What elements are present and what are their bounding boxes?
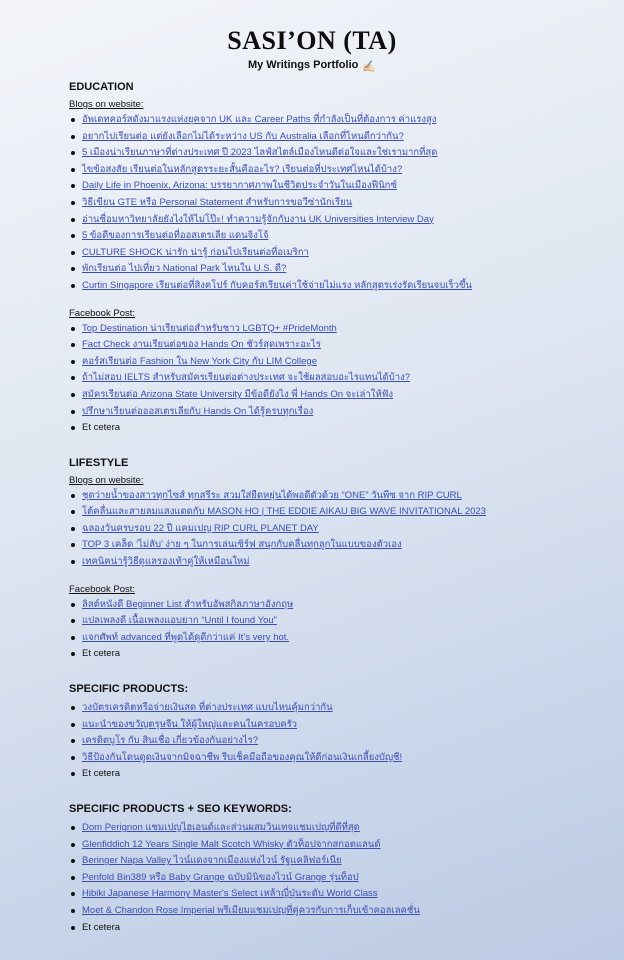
list-item: [69, 162, 599, 179]
article-link[interactable]: อ่านชื่อมหาวิทยาลัยยังไงให้ไม่โป๊ะ! ทำความรู้จักกับงาน UK Universities Interview Day: [82, 213, 434, 225]
article-link[interactable]: Hibiki Japanese Harmony Master's Select เหล้าญี่ปุ่นระดับ World Class: [82, 888, 378, 900]
list-item: [69, 504, 599, 521]
list-item: [69, 228, 599, 245]
article-link[interactable]: Moet & Chandon Rose Imperial พรีเมียมแชมเปญที่คู่ควรกับการเก็บเข้าคอลเลคชั่น: [82, 904, 420, 916]
article-link[interactable]: CULTURE SHOCK น่ารัก น่ารู้ ก่อนไปเรียนต่อที่อเมริกา: [82, 246, 309, 258]
link-list: [69, 488, 599, 571]
list-item: [69, 837, 599, 854]
article-link[interactable]: เทคนิคน่ารู้วิธีดูแลรองเท้าคู่ให้เหมือนใหม่: [82, 556, 250, 568]
article-link[interactable]: Penfold Bin389 หรือ Baby Grange ฉบับมินิของไวน์ Grange รุ่นท็อป: [82, 871, 359, 883]
article-link[interactable]: Top Destination น่าเรียนต่อสำหรับชาว LGBTQ+ #PrideMonth: [82, 322, 337, 334]
article-link[interactable]: Curtin Singapore เรียนต่อที่สิงคโปร์ กับคอร์สเรียนค่าใช้จ่ายไม่แรง หลักสูตรเร่งรัดเรียนจบเร็วขึ้น: [82, 279, 472, 291]
list-item: [69, 370, 599, 387]
section-heading: SPECIFIC PRODUCTS:: [69, 683, 189, 696]
article-link[interactable]: ไขข้อสงสัย เรียนต่อในหลักสูตรระยะสั้นคืออะไร? เรียนต่อที่ประเทศไหนได้บ้าง?: [82, 163, 403, 175]
list-item: [69, 521, 599, 538]
section-heading: EDUCATION: [69, 81, 134, 93]
article-link[interactable]: เครดิตบูโร กับ สินเชื่อ เกี่ยวข้องกันอย่างไร?: [82, 735, 259, 747]
article-link[interactable]: คอร์สเรียนต่อ Fashion ใน New York City กับ LIM College: [82, 355, 317, 367]
article-link[interactable]: 5 เมืองน่าเรียนภาษาที่ต่างประเทศ ปี 2023 ไลฟ์สไตล์เมืองไหนดีต่อใจและใช่เรามากที่สุด: [82, 147, 438, 159]
et-cetera-item: [69, 766, 599, 783]
list-item: [69, 278, 599, 295]
list-item: [69, 354, 599, 371]
list-item: [69, 145, 599, 162]
page-title: SASI’ON (TA): [227, 26, 397, 55]
group-label: Blogs on website:: [69, 99, 144, 110]
list-item: [69, 597, 599, 614]
section-heading: SPECIFIC PRODUCTS + SEO KEYWORDS:: [69, 803, 292, 815]
article-link[interactable]: แจกศัพท์ advanced ที่พูดได้ดูดีกว่าแค่ It’s very hot.: [82, 631, 290, 643]
list-item: [69, 870, 599, 887]
list-item: [69, 488, 599, 505]
link-list: [69, 112, 599, 295]
et-cetera-item: [69, 420, 599, 437]
et-cetera-text: Et cetera: [82, 648, 121, 660]
et-cetera-item: [69, 920, 599, 937]
article-link[interactable]: ฉลองวันครบรอบ 22 ปี แคมเปญ RIP CURL PLANET DAY: [82, 522, 319, 534]
link-list: [69, 321, 599, 437]
article-link[interactable]: 5 ข้อดีของการเรียนต่อที่ออสเตรเลีย แดนจิงโจ้: [82, 230, 269, 242]
section-specific-products: [69, 681, 599, 783]
group-label: Blogs on website:: [69, 474, 144, 486]
list-item: [69, 853, 599, 870]
article-link[interactable]: ชุดว่ายน้ำของสาวทุกไซส์ ทุกสรีระ สวมใส่ยืดหยุ่นได้พอดีตัวด้วย “ONE” วันพีซ จาก RIP CURL: [82, 489, 462, 501]
list-item: [69, 886, 599, 903]
article-link[interactable]: พักเรียนต่อ ไปเที่ยว National Park ไหนใน U.S. ดี?: [82, 263, 287, 275]
list-item: [69, 700, 599, 717]
article-link[interactable]: ปรึกษาเรียนต่อออสเตรเลียกับ Hands On ได้รู้ครบทุกเรื่อง: [82, 405, 314, 417]
section-heading: LIFESTYLE: [69, 456, 129, 469]
article-link[interactable]: Glenfiddich 12 Years Single Malt Scotch Whisky ตัวท็อปจากสกอตแลนด์: [82, 838, 381, 850]
list-item: [69, 212, 599, 229]
list-item: [69, 554, 599, 571]
link-list: [69, 700, 599, 783]
list-item: [69, 178, 599, 195]
list-item: [69, 733, 599, 750]
et-cetera-text: Et cetera: [82, 921, 121, 933]
list-item: [69, 387, 599, 404]
section-education: [69, 79, 599, 437]
list-item: [69, 321, 599, 338]
list-item: [69, 404, 599, 421]
article-link[interactable]: วิธีเขียน GTE หรือ Personal Statement สำหรับการขอวีซ่านักเรียน: [82, 196, 353, 208]
et-cetera-text: Et cetera: [82, 422, 121, 434]
list-item: [69, 129, 599, 146]
list-item: [69, 245, 599, 262]
article-link[interactable]: ถ้าไม่สอบ IELTS สำหรับสมัครเรียนต่อต่างประเทศ จะใช้ผลสอบอะไรแทนได้บ้าง?: [82, 372, 411, 384]
link-list: [69, 820, 599, 936]
article-link[interactable]: Fact Check งานเรียนต่อของ Hands On ชัวร์สุดเพราะอะไร: [82, 339, 321, 351]
article-link[interactable]: ลิสต์หนังดี Beginner List สำหรับอัพสกิลภาษาอังกฤษ: [82, 598, 294, 610]
article-link[interactable]: อัพเดทคอร์สดังมาแรงแห่งยุคจาก UK และ Career Paths ที่กำลังเป็นที่ต้องการ ค่าแรงสูง: [82, 114, 437, 125]
group-label: Facebook Post:: [69, 583, 136, 595]
list-item: [69, 903, 599, 920]
et-cetera-text: Et cetera: [82, 768, 121, 780]
article-link[interactable]: อยากไปเรียนต่อ แต่ยังเลือกไม่ได้ระหว่าง US กับ Australia เลือกที่ไหนดีกว่ากัน?: [82, 130, 404, 142]
article-link[interactable]: แนะนำของขวัญตรุษจีน ให้ผู้ใหญ่และคนในครอบครัว: [82, 718, 298, 730]
section-specific-products-seo-keywords: [69, 801, 599, 936]
list-item: [69, 195, 599, 212]
article-link[interactable]: โต้คลื่นและสายลมแสงแดดกับ MASON HO | THE EDDIE AIKAU BIG WAVE INVITATIONAL 2023: [82, 506, 486, 518]
list-item: [69, 630, 599, 647]
list-item: [69, 337, 599, 354]
portfolio-content: [69, 79, 599, 936]
article-link[interactable]: แปลเพลงดี เนื้อเพลงแอบยาก “Until I found You”: [82, 615, 277, 627]
list-item: [69, 750, 599, 767]
subtitle-text: My Writings Portfolio: [247, 59, 359, 71]
article-link[interactable]: วิธีป้องกันโดนดูดเงินจากมิจฉาชีพ รีบเช็คมือถือของคุณให้ดีก่อนเงินเกลี้ยงบัญชี!: [82, 751, 403, 763]
list-item: [69, 112, 599, 129]
list-item: [69, 717, 599, 734]
et-cetera-item: [69, 646, 599, 663]
section-lifestyle: [69, 455, 599, 663]
article-link[interactable]: วงบัตรเครดิตหรือจ่ายเงินสด ที่ต่างประเทศ แบบไหนคุ้มกว่ากัน: [82, 702, 333, 714]
list-item: [69, 537, 599, 554]
article-link[interactable]: TOP 3 เคล็ด ‘ไม่ลับ’ ง่าย ๆ ในการเล่นเซิร์ฟ สนุกกับคลื่นทุกลูกในแบบของตัวเอง: [82, 539, 402, 551]
article-link[interactable]: Beringer Napa Valley ไวน์แดงจากเมืองแห่งไวน์ รัฐแคลิฟอร์เนีย: [82, 855, 342, 867]
list-item: [69, 613, 599, 630]
group-label: Facebook Post:: [69, 307, 136, 319]
page-subtitle: [0, 59, 624, 73]
writing-hand-icon: ✍🏻: [362, 61, 377, 73]
list-item: [69, 820, 599, 837]
article-link[interactable]: Daily Life in Phoenix, Arizona: บรรยากาศภาพในชีวิตประจำวันในเมืองฟีนิกซ์: [82, 180, 397, 192]
list-item: [69, 261, 599, 278]
link-list: [69, 597, 599, 663]
article-link[interactable]: Dom Perignon แชมเปญไฮเอนด์และส่วนผสมวินเทจแชมเปญที่ดีที่สุด: [82, 822, 360, 833]
article-link[interactable]: สมัครเรียนต่อ Arizona State University มีข้อดียังไง พี่ Hands On จะเล่าให้ฟัง: [82, 388, 393, 400]
